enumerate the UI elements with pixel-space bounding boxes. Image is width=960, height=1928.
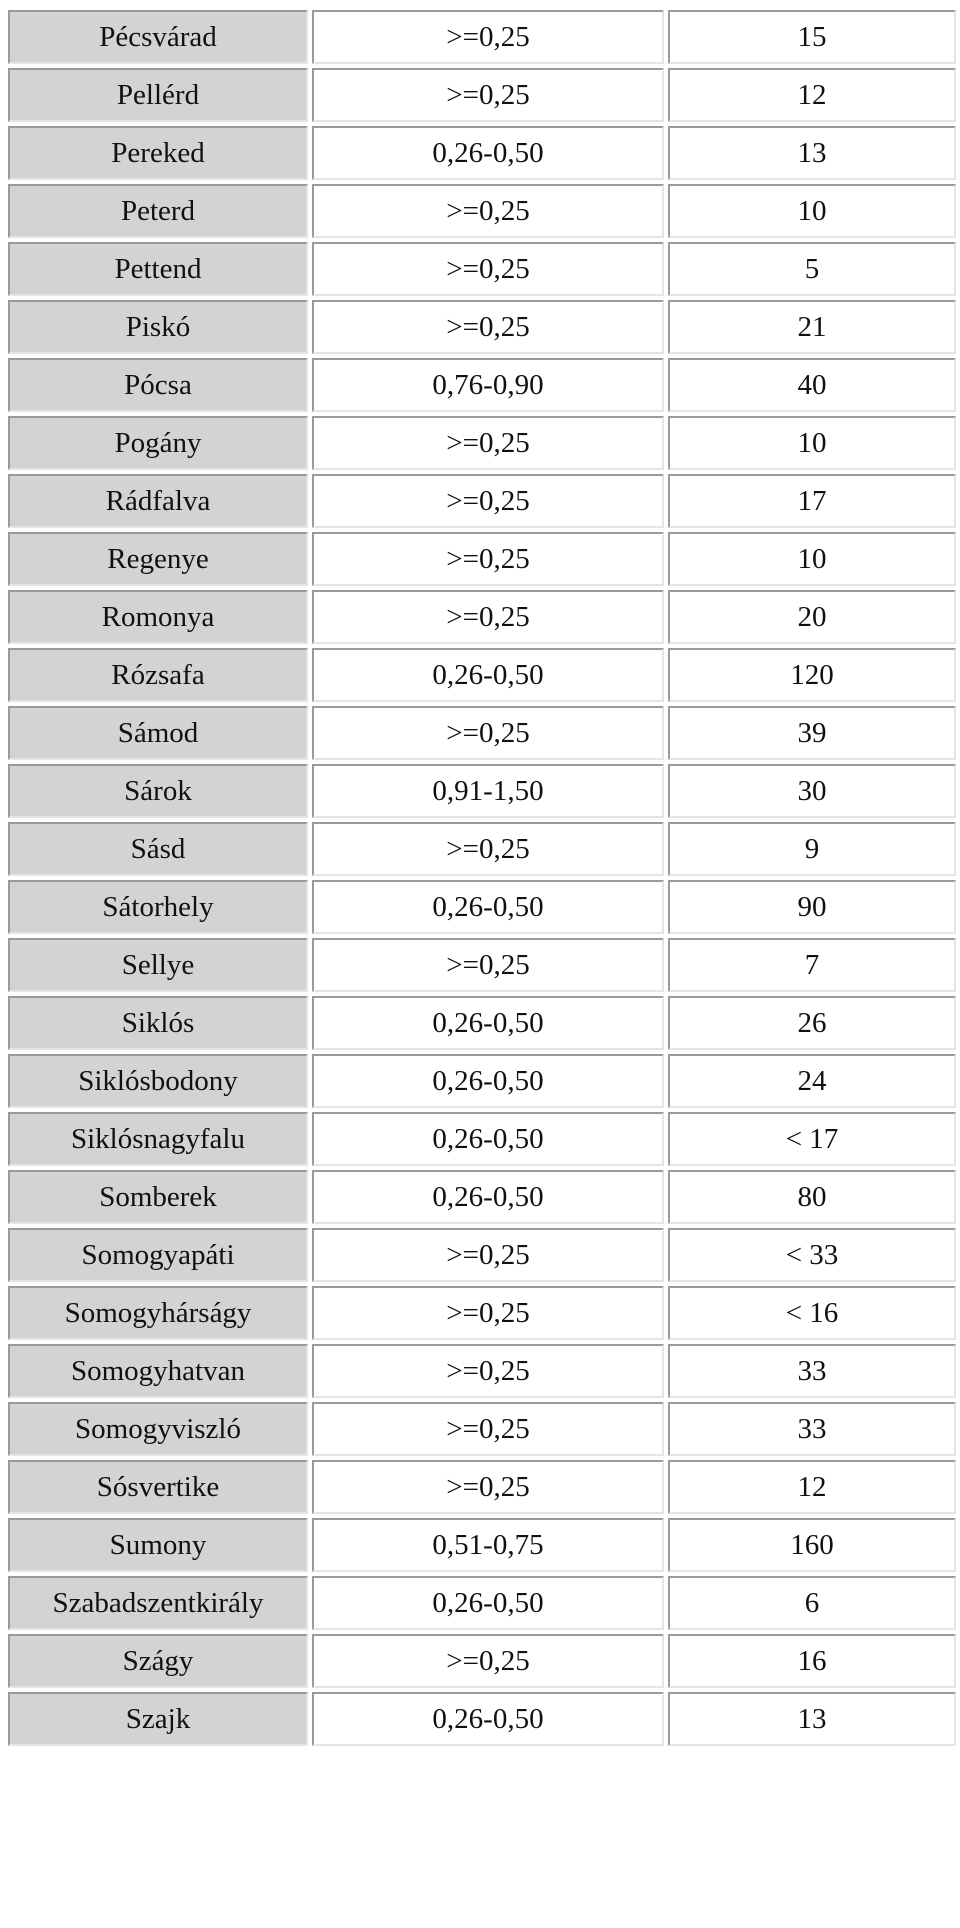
table-row xyxy=(8,822,956,876)
value-cell: 33 xyxy=(668,1344,956,1398)
value-cell: 10 xyxy=(668,532,956,586)
settlement-name-cell: Rózsafa xyxy=(8,648,308,702)
table-row xyxy=(8,1170,956,1224)
range-cell: >=0,25 xyxy=(312,532,664,586)
value-cell: 13 xyxy=(668,126,956,180)
value-cell: 24 xyxy=(668,1054,956,1108)
value-cell: 160 xyxy=(668,1518,956,1572)
range-cell: >=0,25 xyxy=(312,1344,664,1398)
value-cell: 33 xyxy=(668,1402,956,1456)
value-cell: 15 xyxy=(668,10,956,64)
settlement-name-cell: Siklós xyxy=(8,996,308,1050)
range-cell: >=0,25 xyxy=(312,1402,664,1456)
settlement-name-cell: Siklósbodony xyxy=(8,1054,308,1108)
value-cell: 21 xyxy=(668,300,956,354)
settlement-name-cell: Szajk xyxy=(8,1692,308,1746)
range-cell: 0,26-0,50 xyxy=(312,1692,664,1746)
table-row xyxy=(8,358,956,412)
range-cell: >=0,25 xyxy=(312,1286,664,1340)
value-cell: 13 xyxy=(668,1692,956,1746)
settlement-name-cell: Peterd xyxy=(8,184,308,238)
table-row xyxy=(8,1054,956,1108)
table-row xyxy=(8,1518,956,1572)
table-row xyxy=(8,416,956,470)
table-row xyxy=(8,1228,956,1282)
range-cell: >=0,25 xyxy=(312,416,664,470)
value-cell: 120 xyxy=(668,648,956,702)
table-row xyxy=(8,242,956,296)
value-cell: 40 xyxy=(668,358,956,412)
value-cell: 12 xyxy=(668,68,956,122)
value-cell: 80 xyxy=(668,1170,956,1224)
settlement-name-cell: Somogyapáti xyxy=(8,1228,308,1282)
settlement-name-cell: Somberek xyxy=(8,1170,308,1224)
settlement-name-cell: Sósvertike xyxy=(8,1460,308,1514)
value-cell: 90 xyxy=(668,880,956,934)
range-cell: >=0,25 xyxy=(312,1460,664,1514)
table-row xyxy=(8,1634,956,1688)
data-table xyxy=(4,6,960,1750)
table-row xyxy=(8,1402,956,1456)
value-cell: 20 xyxy=(668,590,956,644)
table-row xyxy=(8,764,956,818)
range-cell: >=0,25 xyxy=(312,10,664,64)
table-row xyxy=(8,184,956,238)
table-row xyxy=(8,10,956,64)
settlement-name-cell: Szágy xyxy=(8,1634,308,1688)
value-cell: 5 xyxy=(668,242,956,296)
range-cell: >=0,25 xyxy=(312,474,664,528)
table-row xyxy=(8,938,956,992)
value-cell: 17 xyxy=(668,474,956,528)
range-cell: 0,26-0,50 xyxy=(312,648,664,702)
table-row xyxy=(8,300,956,354)
range-cell: >=0,25 xyxy=(312,300,664,354)
settlement-name-cell: Pettend xyxy=(8,242,308,296)
range-cell: >=0,25 xyxy=(312,938,664,992)
settlement-name-cell: Sámod xyxy=(8,706,308,760)
settlement-name-cell: Sumony xyxy=(8,1518,308,1572)
table-row xyxy=(8,1460,956,1514)
settlement-name-cell: Sárok xyxy=(8,764,308,818)
table-row xyxy=(8,1112,956,1166)
range-cell: >=0,25 xyxy=(312,184,664,238)
table-row xyxy=(8,590,956,644)
settlement-name-cell: Somogyhatvan xyxy=(8,1344,308,1398)
range-cell: >=0,25 xyxy=(312,590,664,644)
range-cell: 0,26-0,50 xyxy=(312,126,664,180)
table-row xyxy=(8,996,956,1050)
settlement-name-cell: Pócsa xyxy=(8,358,308,412)
table-row xyxy=(8,880,956,934)
table-row xyxy=(8,1344,956,1398)
settlement-name-cell: Romonya xyxy=(8,590,308,644)
settlement-name-cell: Szabadszentkirály xyxy=(8,1576,308,1630)
settlement-name-cell: Somogyhárságy xyxy=(8,1286,308,1340)
settlement-name-cell: Sásd xyxy=(8,822,308,876)
table-row xyxy=(8,1692,956,1746)
value-cell: 12 xyxy=(668,1460,956,1514)
table-row xyxy=(8,648,956,702)
settlement-name-cell: Piskó xyxy=(8,300,308,354)
settlement-name-cell: Siklósnagyfalu xyxy=(8,1112,308,1166)
range-cell: >=0,25 xyxy=(312,822,664,876)
value-cell: 16 xyxy=(668,1634,956,1688)
range-cell: >=0,25 xyxy=(312,706,664,760)
value-cell: 26 xyxy=(668,996,956,1050)
range-cell: 0,51-0,75 xyxy=(312,1518,664,1572)
settlement-name-cell: Regenye xyxy=(8,532,308,586)
range-cell: >=0,25 xyxy=(312,1634,664,1688)
value-cell: 7 xyxy=(668,938,956,992)
range-cell: 0,26-0,50 xyxy=(312,1576,664,1630)
range-cell: 0,76-0,90 xyxy=(312,358,664,412)
range-cell: >=0,25 xyxy=(312,1228,664,1282)
table-row xyxy=(8,1286,956,1340)
range-cell: 0,26-0,50 xyxy=(312,1112,664,1166)
table-row xyxy=(8,126,956,180)
settlement-name-cell: Sátorhely xyxy=(8,880,308,934)
table-body xyxy=(8,10,956,1746)
value-cell: 10 xyxy=(668,184,956,238)
range-cell: >=0,25 xyxy=(312,68,664,122)
settlement-name-cell: Pellérd xyxy=(8,68,308,122)
range-cell: >=0,25 xyxy=(312,242,664,296)
table-container xyxy=(4,6,956,1750)
range-cell: 0,26-0,50 xyxy=(312,880,664,934)
value-cell: 10 xyxy=(668,416,956,470)
settlement-name-cell: Pereked xyxy=(8,126,308,180)
table-row xyxy=(8,474,956,528)
settlement-name-cell: Sellye xyxy=(8,938,308,992)
value-cell: < 33 xyxy=(668,1228,956,1282)
range-cell: 0,26-0,50 xyxy=(312,996,664,1050)
table-row xyxy=(8,1576,956,1630)
settlement-name-cell: Pogány xyxy=(8,416,308,470)
range-cell: 0,26-0,50 xyxy=(312,1170,664,1224)
settlement-name-cell: Somogyviszló xyxy=(8,1402,308,1456)
table-row xyxy=(8,706,956,760)
table-row xyxy=(8,68,956,122)
value-cell: < 16 xyxy=(668,1286,956,1340)
settlement-name-cell: Pécsvárad xyxy=(8,10,308,64)
value-cell: 6 xyxy=(668,1576,956,1630)
value-cell: 30 xyxy=(668,764,956,818)
value-cell: < 17 xyxy=(668,1112,956,1166)
table-row xyxy=(8,532,956,586)
settlement-name-cell: Rádfalva xyxy=(8,474,308,528)
range-cell: 0,26-0,50 xyxy=(312,1054,664,1108)
value-cell: 39 xyxy=(668,706,956,760)
range-cell: 0,91-1,50 xyxy=(312,764,664,818)
value-cell: 9 xyxy=(668,822,956,876)
